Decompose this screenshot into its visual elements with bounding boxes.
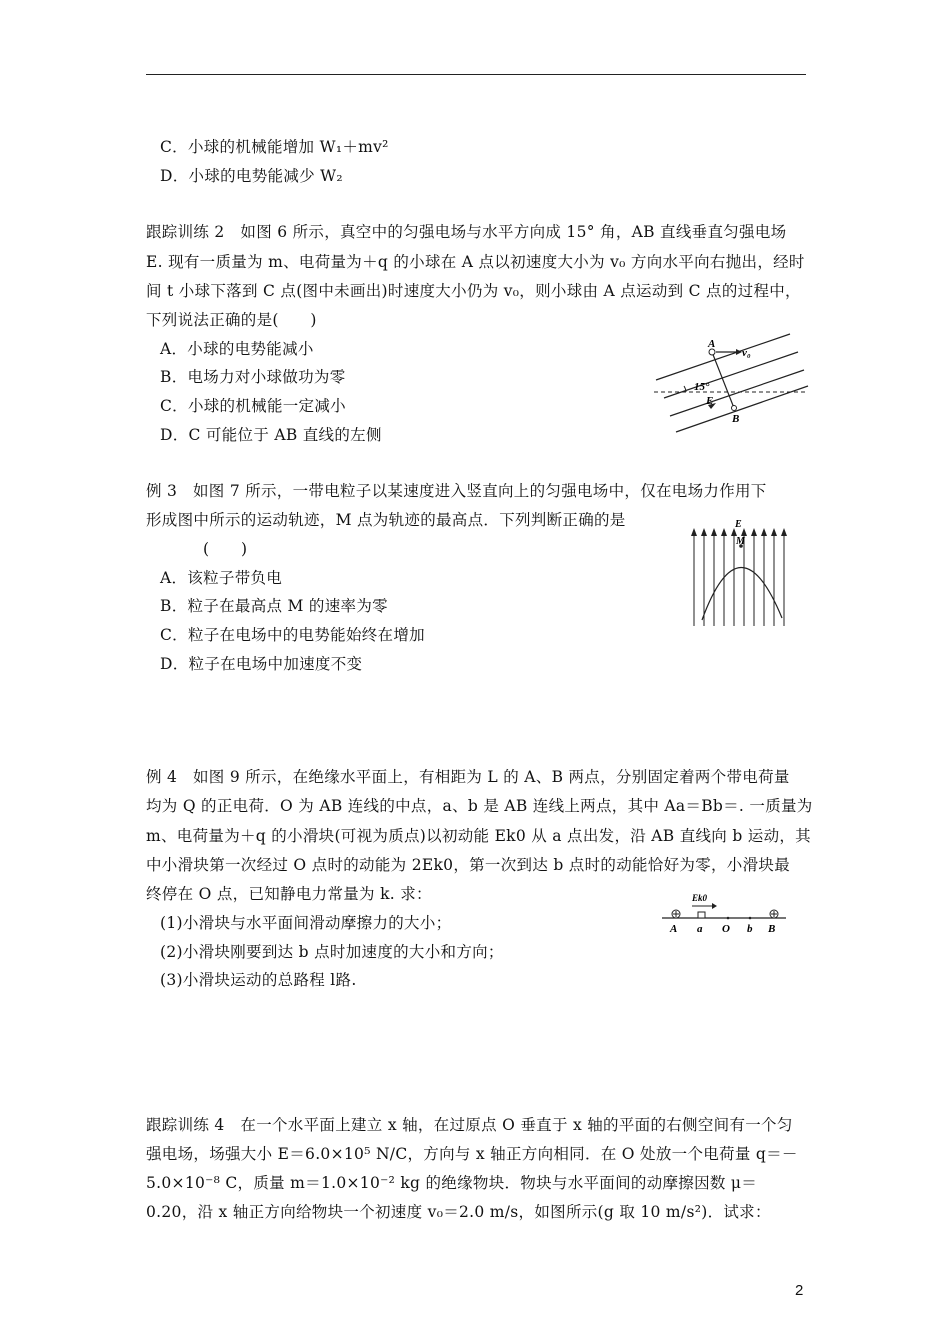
- label-a: A: [708, 338, 716, 350]
- ex3-option-c: C．粒子在电场中的电势能始终在增加: [160, 626, 425, 644]
- track2-option-d: D．C 可能位于 AB 直线的左侧: [160, 426, 382, 444]
- label-o: O: [722, 923, 730, 935]
- track2-line-1: 跟踪训练 2 如图 6 所示，真空中的匀强电场与水平方向成 15° 角，AB 直线垂直匀强电场: [146, 223, 787, 241]
- ex3-option-d: D．粒子在电场中加速度不变: [160, 655, 363, 673]
- track2-line-3: 间 t 小球下落到 C 点(图中未画出)时速度大小仍为 v₀，则小球由 A 点运动到 C 点的过程中，: [146, 282, 801, 300]
- figure-9-charges-line: [660, 892, 790, 936]
- ex4-question-2: (2)小滑块刚要到达 b 点时加速度的大小和方向；: [160, 943, 504, 961]
- ex3-line-3: ( ): [203, 540, 248, 558]
- page-number: 2: [795, 1282, 804, 1299]
- ex4-line-5: 终停在 O 点，已知静电力常量为 k. 求：: [146, 885, 432, 903]
- label-15deg: 15°: [694, 381, 710, 393]
- field-line: [670, 370, 804, 416]
- ex3-option-a: A．该粒子带负电: [160, 569, 283, 587]
- ex4-line-1: 例 4 如图 9 所示，在绝缘水平面上，有相距为 L 的 A、B 两点，分别固定着两个带电荷量: [146, 768, 790, 786]
- field-line: [664, 352, 798, 398]
- label-v0: v₀: [742, 347, 751, 359]
- prev-option-c: C．小球的机械能增加 W₁＋mv²: [160, 138, 389, 156]
- ex3-line-1: 例 3 如图 7 所示，一带电粒子以某速度进入竖直向上的匀强电场中，仅在电场力作用下: [146, 482, 767, 500]
- track4-line-3: 5.0×10⁻⁸ C，质量 m＝1.0×10⁻² kg 的绝缘物块．物块与水平面间的动摩擦因数 μ＝: [146, 1174, 758, 1192]
- track2-line-4: 下列说法正确的是( ): [146, 311, 317, 329]
- field-line: [656, 334, 790, 380]
- label-a-upper: A: [670, 923, 678, 935]
- label-ek0: Ek0: [692, 893, 708, 903]
- track2-line-2: E. 现有一质量为 m、电荷量为＋q 的小球在 A 点以初速度大小为 v₀ 方向水平向右抛出，经时: [146, 253, 805, 271]
- label-m: M: [736, 536, 745, 547]
- figure-6-inclined-field: [650, 330, 810, 435]
- track4-line-2: 强电场，场强大小 E＝6.0×10⁵ N/C，方向与 x 轴正方向相同．在 O 处放一个电荷量 q＝－: [146, 1145, 798, 1163]
- header-rule: [146, 74, 806, 75]
- label-a-lower: a: [697, 923, 703, 935]
- figure-7-vertical-field: [686, 518, 790, 628]
- ex4-question-1: (1)小滑块与水平面间滑动摩擦力的大小；: [160, 914, 452, 932]
- ex4-line-2: 均为 Q 的正电荷．O 为 AB 连线的中点，a、b 是 AB 连线上两点，其中 Aa＝Bb＝. 一质量为: [146, 797, 813, 815]
- ex3-line-2: 形成图中所示的运动轨迹，M 点为轨迹的最高点．下列判断正确的是: [146, 511, 626, 529]
- prev-option-d: D．小球的电势能减少 W₂: [160, 167, 343, 185]
- label-b-lower: b: [747, 923, 753, 935]
- ex4-line-4: 中小滑块第一次经过 O 点时的动能为 2Ek0，第一次到达 b 点时的动能恰好为零，小滑块最: [146, 856, 790, 874]
- ex3-option-b: B．粒子在最高点 M 的速率为零: [160, 597, 388, 615]
- ex4-line-3: m、电荷量为＋q 的小滑块(可视为质点)以初动能 Ek0 从 a 点出发，沿 AB 直线向 b 运动，其: [146, 827, 811, 845]
- ex4-question-3: (3)小滑块运动的总路程 l路.: [160, 971, 357, 989]
- slider-block: [698, 912, 705, 918]
- label-e: E: [735, 519, 742, 530]
- label-b-upper: B: [768, 923, 776, 935]
- track2-option-c: C．小球的机械能一定减小: [160, 397, 346, 415]
- label-e: E: [706, 395, 714, 407]
- track2-option-a: A．小球的电势能减小: [160, 340, 314, 358]
- track2-option-b: B．电场力对小球做功为零: [160, 368, 346, 386]
- label-b: B: [732, 413, 740, 425]
- track4-line-1: 跟踪训练 4 在一个水平面上建立 x 轴，在过原点 O 垂直于 x 轴的平面的右侧空间有一个匀: [146, 1116, 793, 1134]
- point-b: [732, 406, 737, 411]
- track4-line-4: 0.20，沿 x 轴正方向给物块一个初速度 v₀＝2.0 m/s，如图所示(g 取 10 m/s²)．试求：: [146, 1203, 771, 1221]
